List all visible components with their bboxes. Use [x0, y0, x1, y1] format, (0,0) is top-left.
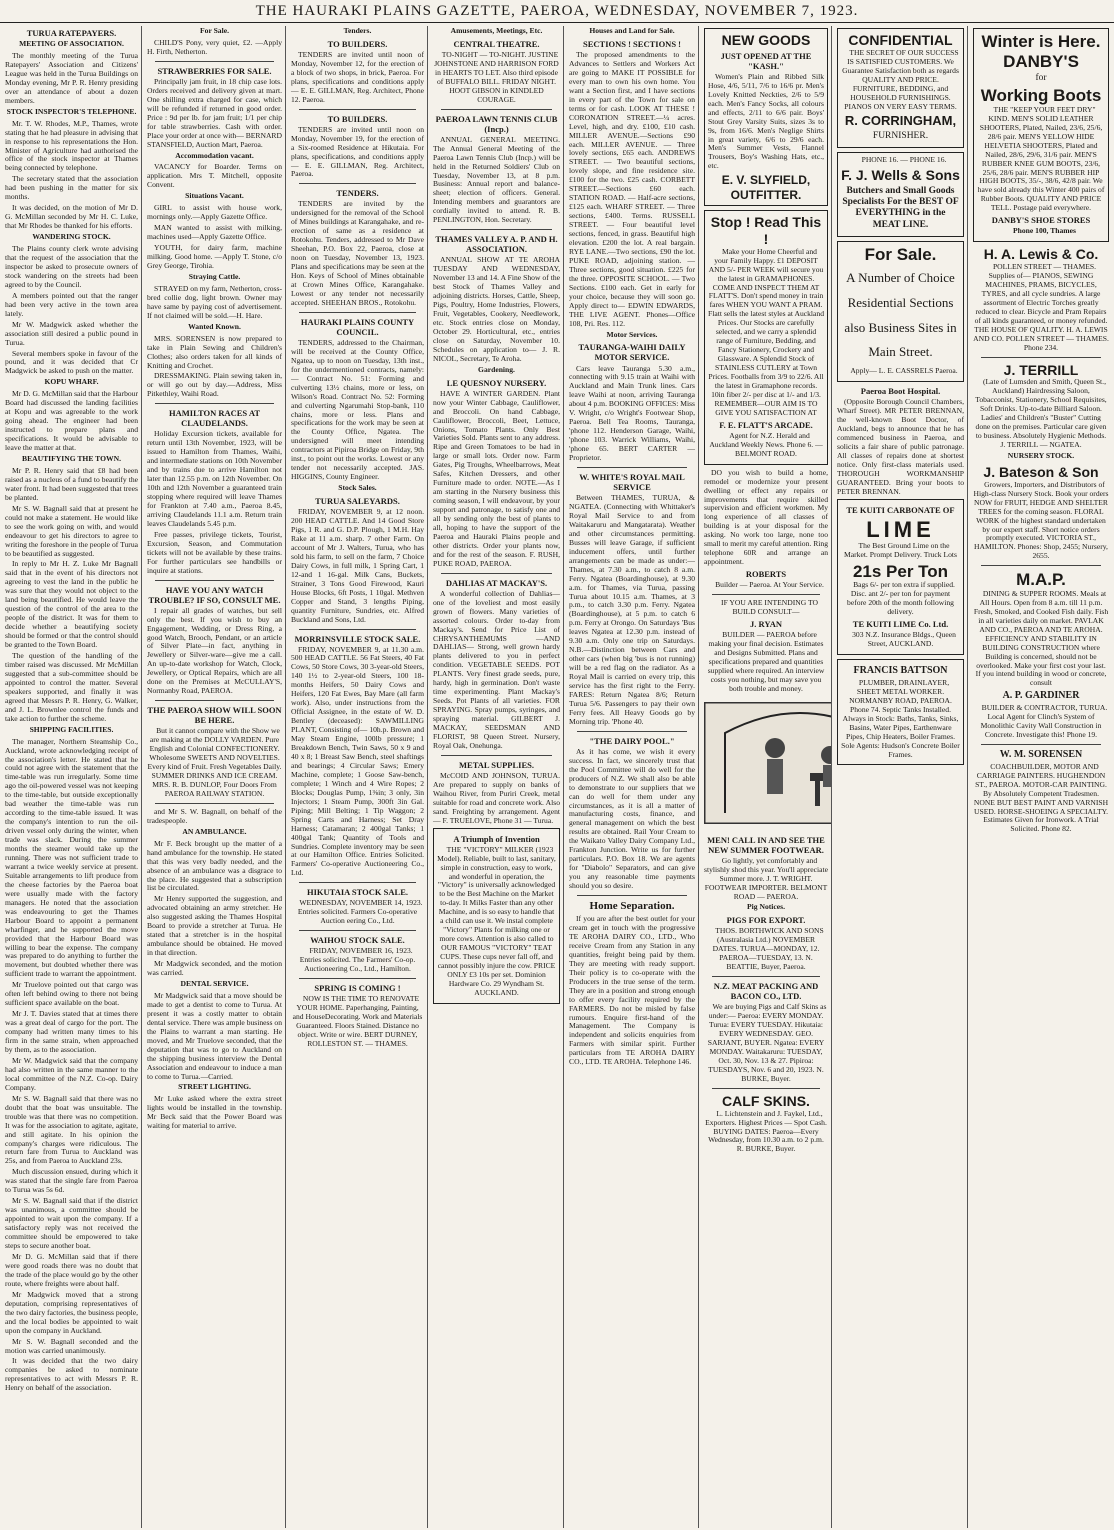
ad-subhead: FURNISHER. [872, 131, 929, 142]
tender-notice: TENDERS are invited until noon of Monday, November 12, for the erection of a block of two shops, in brick, Paeroa. For plans, specifications and conditions apply— E. E. GILLMAN, Reg. Architect, Phone 12. Paeroa. [291, 49, 424, 104]
article-title: TURUA RATEPAYERS. [26, 28, 117, 38]
ad-headline: R. CORRINGHAM, [844, 113, 957, 129]
divider [441, 573, 552, 574]
ad-title: SPRING IS COMING ! [314, 983, 401, 994]
classified-ad: DO you wish to build a home, remodel or modernize your present dwelling or effect any repairs or improvements that require skilled supervision and efficient workmen. My long experience of all classes of building is at your disposal for the asking. No work too large, none too small to merit my careful attention. Ring telephone 60R and arrange an appointment. [704, 467, 828, 567]
divider [981, 565, 1101, 566]
classified-header: Amusements, Meetings, Etc. [450, 26, 543, 35]
paragraph: Mr W. Madgwick said that the company had also written in the same manner to the local committee of the N.Z. Co-op. Dairy Company. [5, 1055, 138, 1092]
classified-ad: PLUMBER, DRAINLAYER, SHEET METAL WORKER. NORMANBY ROAD, PAEROA. Phone 74. Septic Tanks Installed. Always in Stock: Baths, Tanks, Sinks, Basins, Water Pipes, Earthenware Pipes, Chip Heaters, Boiler Frames. Sole Agents: Hudson's Concrete Boiler Frames. [841, 677, 960, 759]
flatt-arcade-ad [704, 210, 828, 465]
ad-title: TURUA SALEYARDS. [315, 496, 400, 507]
divider [155, 580, 274, 581]
classified-ad: McCOID AND JOHNSON, TURUA. Are prepared to supply on banks of Waihou River, from Puriri Creek, metal suitable for road and concrete work. Also sand. Freighting by arrangement. Agent— F. TRUELOVE, Phone 31 — Turua. [433, 770, 560, 825]
divider [155, 803, 274, 804]
paragraph: Mr S. W. Bagnall said that at present he could not make a statement. He would like to see the work going on with, and would endeavour to get his directors to agree to writing the foreshore in the people of Turua to be beautified as suggested. [5, 503, 138, 558]
ad-headline: Stop ! Read This ! [710, 214, 822, 247]
ad-headline: H. A. Lewis & Co. [983, 246, 1099, 263]
classified-ad: Principally jam fruit, in 18 chip case lots. Orders received and delivery given at mart. One shilling extra charged for case, which will be refunded if returned in good order. Price : 9d per lb. for jam fruit; 1/1 per chip for table strawberries. Cash with order. Place your order at once with— BERNARD STANSFIELD, Auction Mart, Paeroa. [147, 76, 282, 149]
column-4 [430, 26, 564, 1528]
classified-ad: Builder — Paeroa. At Your Service. [715, 580, 824, 590]
stock-sale: FRIDAY, NOVEMBER 16, 1923. Entries solicited. The Farmers' Co-op. Auctioneering Co., Ltd., Hamilton. [299, 946, 416, 974]
divider [577, 895, 687, 896]
ad-title: LE QUESNOY NURSERY. [446, 377, 547, 388]
article-subhead: MEETING OF ASSOCIATION. [19, 39, 124, 49]
divider [155, 700, 274, 701]
ad-title: TE KUITI CARBONATE OF [846, 504, 955, 515]
new-goods-ad [704, 28, 828, 206]
classified-ad: THOS. BORTHWICK AND SONS (Australasia Ltd.) NOVEMBER DATES. TURUA—MONDAY, 12. PAEROA—TUESDAY, 13. N. BEATTIE, Buyer, Paeroa. [712, 926, 824, 972]
classified-ad: Cars leave Tauranga 5.30 a.m., connecting with 9.15 train at Waihi with Auckland and Main Trunk lines. Cars leave Waihi at noon, arriving Tauranga about 4 p.m. BOOKING OFFICES: Miss V. Wright, c/o Wright's Footwear Shop, Paeroa. Bell Tea Rooms, Tauranga, 'phone 112. Henderson Garage, Waihi, 'phone 103. Warrick Williams, Waihi, 'phone 65. BERT CARTER — Proprietor. [569, 363, 695, 463]
classified-ad: POLLEN STREET — THAMES. Supplies of— PIANOS, SEWING MACHINES, PRAMS, BICYCLES, TYRES, and all cycle sundries. A large assortment of Electric Torches greatly reduced to clear. Bicycle and Pram Repairs of all kinds guaranteed, or money refunded. THE HOUSE OF QUALITY. H. A. LEWIS AND CO. POLLEN STREET — THAMES. Phone 234. [973, 262, 1109, 352]
ad-title: MORRINSVILLE STOCK SALE. [294, 633, 421, 644]
paragraph: Mr Madgwick said that a move should be made to get a dentist to come to Turua. At present it was a costly matter to obtain dental service. There was ample business on the Plains to warrant a man starting. He moved, and Mr Truelove seconded, that the deputation that was to go to Auckland on the shipping business interview the Dental Association and endeavour to induce a man to come to Turua.—Carried. [147, 990, 282, 1081]
paragraph: Mr Madgwick seconded, and the motion was carried. [147, 959, 282, 978]
classified-header: Pig Notices. [747, 902, 785, 912]
footwear-illustration [704, 702, 832, 824]
tender-notice: TENDERS are invited by the undersigned for the removal of the School of Mines buildings at Karangahake, and re-erection of same as a residence at Rotokohu. Tenders, addressed to Mr Dave Sheehan, P.O. Box 22, Paeroa, close at noon on Tuesday, November 13, 1923. Plans and specifications may be seen at the Hon. Keys of School of Mines obtainable at Crown Mines Office, Karangahake. Lowest or any tender not necessarily accepted. SHEEHAN BROS., Rotokohu. [291, 199, 424, 307]
tender-notice: TENDERS, addressed to the Chairman, will be received at the County Office, Ngatea, up to noon on Tuesday, 13th inst., for the undermentioned contracts, namely:— Contract No. 51: Forming and culverting 13½ chains, more or less, on Wilson's Road. Contract No. 52: Forming and culverting Ngarumahi Stop-bank, 110 chains, more or less. Plans and specifications for the work may be seen at the County Office, Ngatea. The undersigned will meet intending contractors at Pipiroa Bridge on Friday, 9th inst., to point out the works. Lowest or any tender not necessarily accepted. JAS. HIGGINS, County Engineer. [291, 337, 424, 482]
paragraph: Mr S. W. Bagnall seconded and the motion was carried unanimously. [5, 1336, 138, 1355]
classified-ad: A wonderful collection of Dahlias—one of the loveliest and most easily grown of flowers. Many varieties of assorted colours. Order to-day from Mackay's. Send for Price List of CHRYSANTHEMUMS —AND DAHLIAS— Strong, well grown hardy plants delivered to you in perfect condition. VEGETABLE SEEDS. POT PLANTS. Very finest grade seeds, pure, hardy, high in germination. Don't waste time experimenting. Plant Mackay's Seeds. Pot Plants of all varieties. FOR SPRAYING. Spray pumps, syringes, and spraying material. GILBERT J. MACKAY, SEEDSMAN AND FLORIST, 98 Queen Street. Nursery, Royal Oak, Onehunga. [433, 588, 560, 750]
ad-title: WAIHOU STOCK SALE. [310, 935, 405, 946]
column-5 [566, 26, 699, 1528]
divider [299, 109, 416, 110]
section-head: WANDERING STOCK. [32, 232, 111, 242]
divider [299, 629, 416, 630]
paragraph: Several members spoke in favour of the pound, and it was decided that Cr Madgwick be asked to push on the matter. [5, 348, 138, 376]
column-8 [970, 26, 1112, 1528]
stock-sale: FRIDAY, NOVEMBER 9, at 12 noon. 200 HEAD CATTLE. And 14 Good Store Pigs, 1 R. and G. D.P. Plough, 1 M.H. Hay Rake at 11 a.m. sharp. 7 other Farm. On account of Mr J. Walters, Turua, who has sold his farm, to sell on the farm, 7 Choice Dairy Cows, in full milk, 1 Spring Cart, 1 12-and 1 16-gal. Milk Cans, Buckets, Strainer, 3 Tons Good Firewood, Kauri House Blocks, 6ft Posts, 1 10gal. Methven Copper and Stand, 3 lengths Piping, quantity Furniture, Sundries, etc. Alfred Buckland and Sons, Ltd. [291, 507, 424, 624]
classified-header: Stock Sales. [338, 483, 377, 493]
ad-title: HAVE YOU ANY WATCH TROUBLE? IF SO, CONSULT ME. [148, 584, 281, 605]
divider [299, 312, 416, 313]
classified-ad: L. Lichtenstein and J. Faykel, Ltd., Exporters. Highest Prices — Spot Cash. BUYING DATES: Paeroa—Every Wednesday, from 10.30 a.m. to 2 p.m. R. BURKE, Buyer. [705, 1108, 827, 1154]
paragraph: and Mr S. W. Bagnall, on behalf of the tradespeople. [147, 806, 282, 825]
ad-title: HAMILTON RACES AT CLAUDELANDS. [168, 408, 260, 429]
divider [299, 183, 416, 184]
classified-ad: Make your Home Cheerful and your Family Happy. £1 DEPOSIT AND 5/- PER WEEK will secure you the latest in GRAMAPHONES. COME AND INSPECT THEM AT FLATT'S. Don't spend money in train fares WHEN YOU WANT A PRAM. Flatt sells the latest styles at Auckland Prices. Our Stocks are carefully selected, and we carry a splendid range of Furniture, Bedding, and Fancy Stationery, Crockery and Glassware. A Splendid Stock of STAINLESS CUTLERY at Town Prices. Footballs from 3/9 to 22/6. All the latest in Gramaphone records. 10in fiber 2/- per disc at 1/- and 1/3. REMEMBER—OUR AIM IS TO GIVE YOU SATISFACTION AT [708, 246, 824, 417]
classified-ad: Bags 6/- per ton extra if supplied. Disc. ant 2/- per ton for payment before 20th of the month following delivery. [847, 580, 955, 617]
classified-header: Tenders. [343, 26, 372, 35]
masthead: THE HAURAKI PLAINS GAZETTE, PAEROA, WEDNESDAY, NOVEMBER 7, 1923. [0, 0, 1114, 23]
ad-headline: J. Bateson & Son [983, 463, 1099, 480]
classified-ad: We are buying Pigs and Calf Skins as under:— Paeroa: EVERY MONDAY. Turua: EVERY TUESDAY. Hikutaia: EVERY WEDNESDAY. GEO. SARJANT, BUYER. Ngatea: EVERY MONDAY. Waitakaruru: TUESDAY, Oct. 30, Nov. 13 & 27. Pipiroa: TUESDAYS, Nov. 6 and 20, 1923. N. BURKE, Buyer. [707, 1002, 827, 1083]
classified-header: Houses and Land for Sale. [589, 26, 675, 35]
ad-title: F. E. FLATT'S ARCADE. [719, 419, 813, 430]
classified-ad: Phone 100, Thames [1013, 226, 1076, 236]
ad-headline: F. J. Wells & Sons [841, 167, 960, 184]
ad-headline: 21s Per Ton [852, 561, 949, 581]
ad-headline: LIME [866, 516, 935, 542]
paragraph: It was decided that the two dairy companies be asked to nominate representatives to act with Messrs P. R. Henry on behalf of the association. [5, 1356, 138, 1393]
ad-headline: CALF SKINS. [722, 1092, 810, 1109]
column-6 [701, 26, 832, 1528]
classified-ad: BUILDER & CONTRACTOR, TURUA. Local Agent for Clinch's System of Monolithic Cavity Wall Construction in Concrete. Investigate this! Phone 19. [980, 703, 1108, 740]
classified-ad: THE "VICTORY" MILKER (1923 Model). Reliable, built to last, sanitary, simple in construction, easy to work, and wonderful in operation, the "Victory" is universally acknowledged to be the Best Machine on the Market to-day. It Milks Faster than any other Machine, and is so easy to handle that a child can use it. We instal complete "Victory" Plants for milking one or more cows. Attention is also called to OUR FAMOUS "VICTORY" TEAT CUPS. These cups never fall off, and cannot possibly injure the cow. PRICE ONLY £3 10s per set. Dominion Hardware Co. 29 Wyndham St. AUCKLAND. [437, 844, 556, 997]
divider [299, 978, 416, 979]
classified-ad: GIRL to assist with house work, mornings only.—Apply Gazette Office. [147, 203, 282, 222]
classified-ad: If you are after the best outlet for your cream get in touch with the progressive TE AROHA DAIRY CO., LTD., Who receive Cream from any Station in any quantities, freight being paid by them. They are meeting with ready support. Their policy is to co-operate with the Producers in the true sense of the term. They are in a position and strong enough to offer every facility required by the FARMERS. Do not be misled by false rumours. Enquire first-hand of the Management. The Company is independent and solicits enquiries from Farmers with similar spirit. Further particulars from TE AROHA DAIRY CO., LTD. TE AROHA. Telephone 146. [569, 914, 695, 1067]
classified-header: For Sale. [200, 26, 229, 35]
classified-header: Accommodation vacant. [175, 150, 254, 160]
ad-title: "THE DAIRY POOL." [589, 735, 675, 746]
classified-ad: But it cannot compare with the Show we are making at the DOLLY VARDEN. Pure English and Colonial CONFECTIONERY. Wholesome SWEETS AND NOVELTIES. Every kind of Fruit. Fresh Vegetables Daily. SUMMER DRINKS AND ICE CREAM. MRS. R. B. DUNLOP, Four Doors From PAEROA RAILWAY STATION. [147, 726, 282, 798]
divider [981, 744, 1101, 745]
divider [441, 109, 552, 110]
classified-ad: ANNUAL GENERAL MEETING. The Annual General Meeting of the Paeroa Lawn Tennis Club (Incp.) will be held in the Returned Soldiers' Club on Tuesday, November 13, at 8 p.m. Business: Annual report and balance-sheet; election of officers. General. Intending members and guarantors are cordially invited to attend. R. B. PENLINGTON, Hon. Secretary. [433, 134, 560, 225]
classified-ad: Free passes, privilege tickets, Tourist, Excursion, Season, and Commutation tickets will not be available by these trains. For further particulars see handbills or inquire at stations. [147, 529, 282, 575]
paragraph: Mr F. Beck brought up the matter of a hand ambulance for the township. He stated that this was very badly needed, and the absence of an ambulance was a disgrace to the place. He suggested that a subscription list be circulated. [147, 838, 282, 893]
ad-title: Home Separation. [589, 900, 675, 913]
column-2 [144, 26, 286, 1528]
divider [155, 403, 274, 404]
ad-headline: CONFIDENTIAL [848, 32, 953, 48]
divider [712, 594, 820, 595]
ad-title: MEN! CALL IN AND SEE THE NEW SUMMER FOOTWEAR. [707, 834, 825, 855]
paragraph: The manager, Northern Steamship Co., Auckland, wrote acknowledging receipt of the association's letter. He stated that he could not agree with the statement that the time-table was run irregularly. Some time ago the oil-powered vessel was not keeping to the time-table, but outside exceptionally bad weather the time-table was run according to the time-table issued. It was the company's intention to run the oil-driven vessel only during the winter, when trade was slack. During the summer months the steamer would take up the running. There was not sufficient trade to warrant a twice weekly service at present. Suitable arrangements to lift produce from the cheese factories by the Paeroa boat were usually made with the factory managers. He noted that the association was endeavouring to get the Thames Harbour Board to appoint a permanent wharfinger, and he supported the move provided that the Harbour Board was willing to bear the expense. The company was prepared to do anything to further the movement, but doubted whether there was sufficient trade to warrant the appointment. [5, 736, 138, 979]
ad-title: PAEROA LAWN TENNIS CLUB (Incp.) [435, 113, 558, 134]
classified-ad: (Opposite Borough Council Chambers, Wharf Street). MR PETER BRENNAN, the well-known Boot Doctor, of Auckland, begs to announce that he has commenced business in Paeroa, and solicits a fair share of public patronage. All classes of repairs done at shortest notice. Only first-class materials used. THOROUGH WORKMANSHIP GUARANTEED. Bring your boots to PETER BRENNAN. [837, 397, 964, 496]
classified-ad: THE "KEEP YOUR FEET DRY" KIND. MEN'S SOLID LEATHER SHOOTERS, Plated, Nailed, 23/6, 25/6, 28/6 pair. MEN'S YELLOW HIDE HELVETIA SHOOTERS, Plated and Nailed, 28/6, 29/6, 31/6 pair. MEN'S RUBBER KNEE GUM BOOTS, 23/6, 25/6, 28/6 pair. MEN'S RUBBER HIP HIGH BOOTS, 35/-, 38/6, 42/8 pair. We have sold already this Winter 400 pairs of Rubber Boots. QUALITY AND PRICE TELL. Postage paid everywhere. [977, 104, 1105, 213]
ad-headline: J. TERRILL [1003, 361, 1079, 378]
ad-title: SECTIONS ! SECTIONS ! [582, 38, 681, 49]
ad-title: THE PAEROA SHOW WILL SOON BE HERE. [147, 705, 282, 726]
column-1 [2, 26, 142, 1528]
classified-header: Motor Services. [606, 329, 658, 339]
classified-header: Straying Cattle. [188, 271, 241, 281]
ad-title: A Triumph of Invention [453, 833, 540, 844]
ad-title: N.Z. MEAT PACKING AND BACON CO., LTD. [713, 981, 819, 1002]
classified-ad: Go lightly, yet comfortably and stylishly shod this year. You'll appreciate Summer more. J. T. WRIGHT. FOOTWEAR IMPORTER. BELMONT ROAD — PAEROA. [704, 855, 828, 901]
paragraph: Much discussion ensued, during which it was stated that the single fare from Paeroa to Turua was 5s 6d. [5, 1167, 138, 1195]
classified-ad: COACHBUILDER, MOTOR AND CARRIAGE PAINTERS. HUGHENDON ST., PAEROA. MOTOR-CAR PAINTING. By Absolutely Competent Tradesmen. NONE BUT BEST PAINT AND VARNISH USED. HORSE-SHOEING A SPECIALTY. Estimates Given for Ironwork. A Trial Solicited. Phone 82. [973, 761, 1109, 834]
classified-ad: As it has come, we wish it every success. In fact, we sincerely trust that the Pool Committee will do well for the producers of N.Z. We shall also be able to demonstrate to our suppliers that we can do well for them under any circumstances, as it is all a matter of manufacturing costs, finance, and general management on which the best results are obtained. Rail Your Cream to the Waikato Valley Dairy Company Ltd., Frankton Junction. Write us for further particulars. P.O. Box 18. We are agents for "Diabolo" Separators, and can give you any reasonable time payments should you so desire. [569, 746, 695, 891]
battson-plumber-ad [837, 659, 964, 765]
section-head: BEAUTIFYING THE TOWN. [22, 454, 121, 463]
victory-milker-ad [433, 828, 560, 1004]
classified-ad: DRESSMAKING. Plain sewing taken in, or will go out by day.—Address, Miss Pitkethley, Waihi Road. [147, 371, 282, 399]
ad-headline: Winter is Here. [981, 32, 1101, 51]
paragraph: Mr J. T. Davies stated that at times there was a great deal of cargo for the port. The company had written many times to his firm in the same strain, when approached by them, as to the association. [5, 1009, 138, 1054]
classified-ad: The proposed amendments to the Advances to Settlers and Workers Act are going to MAKE IT POSSIBLE for every man to own his own home. You want a Section first, and I have sections in every part of the Town for sale on terms or for cash. LOOK AT THESE ! CORONATION STREET.—¼ acres. Level, high, and dry. £100, £10 cash. MILLER AVENUE.—Sections £90 each. MILLER AVENUE. — Three lovely sections, £65 each. ANDREWS STREET. — Two beautiful sections, lovely slope, and fine residence site. £100 for the two. £25 cash. CORBETT STREET.—Sections £60 each. STATION ROAD. — Half-acre sections, £125 each. WHARF STREET. — Three sections, £400. Terms. RUSSELL STREET. — Four beautiful level sections, fenced, in grass. Beautiful high elevation. £200 the lot. A real bargain. RYE LANE.—Two sections, £90 the lot. PUKE ROAD, adjoining station. —Three sections, good situation. £225 for the three. OPPOSITE SCHOOL. — Two Sections. £100 each. Get in early for your choice, because they will soon go. Apply direct to— EDWIN EDWARDS, THE LIVE AGENT. Phones—Office 108, Pri. Res. 112. [569, 49, 695, 328]
paragraph: Mr Henry supported the suggestion, and advocated obtaining an army stretcher. He also suggested asking the Thames Hospital Board to provide a stretcher at Turua. He stated that a stretcher is in the hospital ambulance should be obtained. He moved in that direction. [147, 894, 282, 958]
paragraph: Mr Madgwick moved that a strong deputation, comprising representatives of the two dairy factories, the business people, and the local bodies be appointed to wait upon the company in Auckland. [5, 1289, 138, 1335]
ad-title: CENTRAL THEATRE. [453, 38, 540, 49]
classified-ad: TO-NIGHT — TO-NIGHT. JUSTINE JOHNSTONE AND HARRISON FORD in HEARTS TO LET. Also third episode of BUFFALO BILL. FRIDAY NIGHT. HOOT GIBSON in KINDLED COURAGE. [434, 49, 559, 104]
ad-title: PIGS FOR EXPORT. [726, 915, 806, 926]
section-head: AN AMBULANCE. [182, 826, 247, 836]
column-7 [834, 26, 968, 1528]
section-head: STREET LIGHTING. [178, 1082, 251, 1092]
classified-ad: The Best Ground Lime on the Market. Prompt Delivery. Truck Lots [844, 540, 957, 559]
ad-title: TO BUILDERS. [327, 38, 388, 49]
classified-ad: BUILDER — PAEROA before making your final decision. Estimates and Designs Submitted. Plans and specifications prepared and quantities supplied where required. An interview costs you nothing, but may save you both trouble and money. [707, 630, 825, 693]
ad-title: W. WHITE'S ROYAL MAIL SERVICE [579, 471, 685, 492]
ad-title: HIKUTAIA STOCK SALE. [306, 887, 408, 898]
paragraph: Mr Truelove pointed out that cargo was often left behind owing to there not being sufficient space available on the boat. [5, 980, 138, 1008]
ad-title: Paeroa Boot Hospital. [860, 386, 941, 397]
ad-title: DAHLIAS AT MACKAY'S. [445, 577, 548, 588]
divider [299, 930, 416, 931]
classified-ad: Growers, Importers, and Distributors of High-class Nursery Stock. Book your orders NOW for FRUIT, HEDGE AND SHELTER TREES for the coming season. FLORAL WORK of the highest standard undertaken by our expert staff. Short notice orders promptly executed. VICTORIA ST., HAMILTON. Phones: Shop, 2455; Nursery, 2655. [973, 479, 1109, 561]
classified-header: Gardening. [478, 364, 515, 374]
ad-headline: Working Boots [980, 86, 1102, 106]
ad-headline: M.A.P. [1016, 570, 1066, 590]
divider [712, 1088, 820, 1089]
divider [712, 976, 820, 977]
ad-subhead: for [1035, 73, 1047, 84]
divider [577, 467, 687, 468]
classified-ad: PHONE 16. — PHONE 16. [861, 155, 947, 165]
ad-title: TAURANGA-WAIHI DAILY MOTOR SERVICE. [578, 342, 686, 363]
paragraph: Mr S. W. Bagnall said that there was no doubt that the boat was unsuitable. The trouble was that there was no competition. It was for the association to agitate, agitate, and still agitate. In his opinion the company's charges were ridiculous. The return fare from Turua to Auckland was 25s, and from Paeroa to Auckland 23s. [5, 1093, 138, 1166]
ad-headline: For Sale. [864, 244, 937, 264]
paragraph: Mr Luke asked where the extra street lights would be installed in the township. Mr Beck said that the Power Board was waiting for material to arrive. [147, 1094, 282, 1131]
paragraph: The Plains county clerk wrote advising that the request of the association that the inspector be asked to prosecute owners of stock wandering on the streets had been agreed to by the Council. [5, 244, 138, 289]
classified-ad: Holiday Excursion tickets, available for return until 13th November, 1923, will be issued to Hamilton from Thames, Waihi, and intermediate stations on 10th November and by trains due to arrive Hamilton not later than 12.55 p.m. on 12th November. On 10th and 12th November a guaranteed train stopping where required will leave Thames for Frankton at 7.40 a.m., Paeroa 8.45, arriving Claudelands 11.1 a.m. Return train leaves Claudelands 5.45 p.m. [147, 429, 282, 528]
ad-subhead: JUST OPENED AT THE "KASH." [720, 50, 812, 71]
classified-ad: Butchers and Small Goods Specialists For the BEST OF EVERYTHING in the MEAT LINE. [842, 186, 959, 230]
classified-ad: ANNUAL SHOW AT TE AROHA TUESDAY AND WEDNESDAY, November 13 and 14. A Fine Show of the best Stock of Thames Valley and adjoining districts. Horses, Cattle, Sheep, Pigs, Poultry, Home Industries, Flowers, Fruit, Vegetables, Cookery, Needlework, etc. Stock entries close on Monday, October 29. Horticultural, etc., entries close on Saturday, November 10. Schedules on application to— J. R. NICOL, Secretary, Te Aroha. [433, 255, 560, 363]
classified-ad: I repair all grades of watches, but sell only the best. If you wish to buy an Engagement, Wedding, or Dress Ring, a good Watch, Brooch, Pendant, or an article of Silver Plate—in fact, anything in Jewellery or Silver-ware—give me a call. An up-to-date workshop for Watch, Clock, Jewellery, or Optical Repairs, which are all done on the Premises at McCULLAY'S, Normanby Road, PAEROA. [147, 605, 282, 696]
paragraph: The secretary stated that the association had been pushing in the matter for six months. [5, 174, 138, 202]
classified-ad: YOUTH, for dairy farm, machine milking. Good home. —Apply T. Stone, c/o Grey George, Tirohia. [147, 243, 282, 270]
section-head: DENTAL SERVICE. [180, 978, 249, 988]
divider [299, 882, 416, 883]
classified-ad: 303 N.Z. Insurance Bldgs., Queen Street, AUCKLAND. [852, 630, 956, 649]
classified-ad: THE SECRET OF OUR SUCCESS IS SATISFIED CUSTOMERS. We Guarantee Satisfaction both as regards QUALITY AND PRICE. FURNITURE, BEDDING, and HOUSEHOLD FURNISHINGS. PIANOS ON VERY EASY TERMS. [842, 47, 959, 111]
ad-title: ROBERTS [745, 569, 787, 580]
classified-ad: CHILD'S Pony, very quiet, £2. —Apply H. Firth, Netherton. [147, 37, 282, 56]
classified-ad: Women's Plain and Ribbed Silk Hose, 4/6, 5/11, 7/6 to 16/6 pr. Men's Lovely Knitted Neckties, 2/6 to 5/9 each. Men's Fancy Socks, all colours and effects, 2/11 to 6/6 pair. Boys' Stout Grey Varsity Suits, sizes 3s to 9s, from 16/6. Men's Neglige Shirts in great variety, 6/6 to 29/6 each. Men's Summer Vests, Flannel Trousers, Boy's Washing Hats, etc., etc. [708, 71, 824, 171]
stock-sale: FRIDAY, NOVEMBER 9, at 11.30 a.m. 500 HEAD CATTLE. 56 Fat Steers, 40 Fat Cows, 50 Store Cows, 30 3-year-old Steers, 140 1½ to 2-year-old Steers, 100 18-months Heifers, 50 Dairy Cows and Heifers, 120 Fat Ewes, Bay Mare (all farm work). Also, under instructions from the Official Assignee, in the estate of W. D. Bentley (deceased): SAWMILLING PLANT, Consisting of— 10h.p. Brown and May Steam Engine, 100lb pressure; 1 Breakdown Bench, Twin Saws, 50 x 9 and 40 x 8; 1 Breast Saw Bench, steel shaftings and bearings; 4 Circular Saws; Emery Machine, complete; 1 Goose Saw-bench, complete; 1 Winch and 4 Wire Ropes; 2 Blocks; Douglas Pump, 1⅜in; 3 only, 3in Injectors; 1 Steam Pump, 300ft 3in Gal. Piping; Mill Belting; 1 Tip Waggon; 2 Spring Carts and Harness; Set Dray Harness; Catamaran; 2 400gal Tanks; 1 400gal Tank; Quantity of Tools and Sundries. Complete inventory may be seen at our Hamilton Office. Entries Solicited. Farmers' Co-operative Auctioneering Co., Ltd. [291, 644, 424, 878]
paragraph: It was decided, on the motion of Mr D. G. McMillan seconded by Mr H. C. Luke, that Mr Rhodes be thanked for his efforts. [5, 203, 138, 231]
ad-title: FRANCIS BATTSON [853, 665, 948, 677]
ad-title: STRAWBERRIES FOR SALE. [157, 65, 272, 76]
divider [155, 61, 274, 62]
classified-ad: MAN wanted to assist with milking, machines used—Apply Gazette Office. [147, 223, 282, 242]
classified-ad: Apply— L. E. CASSRELS Paeroa. [850, 366, 958, 376]
column-3 [288, 26, 428, 1528]
paragraph: Mr D. G. McMillan said that if there were good roads there was no doubt that the trade of the place would go by the other route, where freights were about half. [5, 1251, 138, 1288]
classified-header: NURSERY STOCK. [1007, 451, 1075, 460]
te-kuiti-lime-ad [837, 499, 964, 656]
sections-for-sale-ad [837, 241, 964, 382]
ad-title: TENDERS. [336, 188, 379, 199]
classified-ad: Agent for N.Z. Herald and Auckland Weekly News. Phone 6. — BELMONT ROAD. [709, 430, 823, 458]
paragraph: A members pointed out that the ranger had been very active in the town area lately. [5, 290, 138, 318]
divider [441, 755, 552, 756]
wells-butchers-ad [837, 152, 964, 237]
ad-title: A. P. GARDINER [1002, 690, 1080, 702]
tender-notice: TENDERS are invited until noon on Monday, November 19, for the erection of a Six-roomed Residence at Hikutaia. For plans, specifications, and conditions apply— E. E. GILLMAN, Reg. Architect, Paeroa. [291, 124, 424, 179]
classified-ad: Between THAMES, TURUA, & NGATEA. (Connecting with Whittaker's Royal Mail Service to and from Waitakaruru and Mangatarata). Weather and other circumstances permitting. Busses will leave Garage, if sufficient inducement offers, until further arrangements can be made as under:— Thames, at 7.30 a.m., to catch 8 a.m. Ferry. Ngatea (Boardinghouse), at 9.30 a.m. for Thames, via Turua, passing Turua about 10.15 a.m. Thames, at 3 p.m., to catch 3.30 p.m. Ferry. Ngatea (Boardinghouse), at 5 p.m. to catch 6 p.m. Ferry at Orongo. On Saturdays 'Bus leaves Ngatea at 12.30 p.m. instead of 9.30 a.m. Only one trip on Saturdays. N.B.—Distinction between Cars and other cars (when big 'bus is not running) will be a red flag on the radiator. As a Royal Mail is carried on every trip, this service has the first right to the Ferry. FARES: Return Ngatea 8/6; Return Turua 5/6. Passengers to pay their own Ferry fees. All Heavy Goods go by Morning trip. 'Phone 40. [569, 493, 695, 726]
ad-headline: DANBY'S [1003, 51, 1079, 71]
classified-ad: NOW IS THE TIME TO RENOVATE YOUR HOME. Paperhanging, Painting, and HouseDecorating. Work and Materials Guaranteed. Floors Stained. Distance no object. Write or wire. BERT DURNEY, ROLLESTON ST. — THAMES. [292, 994, 423, 1048]
ad-title: THAMES VALLEY A. P. AND H. ASSOCIATION. [435, 234, 558, 255]
paragraph: In reply to Mr H. Z. Luke Mr Bagnall said that in the event of his directors not agreeing to vest the land in the public he was sure that they would not object to the land being beautified. He would leave the question of the control of the area to the people of the district. It was for them to decide whether a beautifying society should be formed or that the control should be granted to the Town Board. [5, 559, 138, 650]
classified-header: Situations Vacant. [185, 191, 244, 201]
danbys-ad [973, 28, 1109, 242]
paragraph: Mr S. W. Bagnall said that if the district was unanimous, a committee should be appointed to wait upon the company. If a satisfactory reply was not received the committee should be empowered to take steps to secure another boat. [5, 1196, 138, 1251]
ad-title: TE KUITI LIME Co. Ltd. [852, 619, 949, 630]
ad-headline: E. V. SLYFIELD, OUTFITTER. [721, 173, 811, 202]
classified-ad: IF YOU ARE INTENDING TO BUILD CONSULT— [721, 598, 818, 617]
section-head: KOPU WHARF. [44, 377, 99, 387]
divider [577, 731, 687, 732]
ad-title: J. RYAN [750, 619, 782, 630]
divider [441, 229, 552, 230]
classified-ad: MRS. SORENSEN is now prepared to take in Plain Sewing and Children's Clothes; also orders taken for all kinds of Knitting and Crochet. [147, 333, 282, 370]
classified-ad: DINING & SUPPER ROOMS. Meals at All Hours. Open from 8 a.m. till 11 p.m. Fresh, Smoked, and Cooked Fish daily. Fish in all varieties daily on market. PAVLAK AND CO., PAEROA AND TE AROHA. EFFICIENCY AND STABILITY IN BUILDING CONSTRUCTION where Building is concerned, should not be overlooked. Make your first cost your last. If you intend building in wood or concrete, consult [973, 588, 1109, 688]
classified-ad: (Late of Lumsden and Smith, Queen St., Auckland) Hairdressing Saloon, Tobacconist, Stationery, School Requisites, Soft Drinks. Up-to-date Billiard Saloon. Ladies' and Children's "Buster" Cutting done on the premises. Particular care given to business. Absolutely Hygienic Methods. J. TERRILL — NGATEA. [975, 377, 1107, 450]
corringham-ad [837, 28, 964, 148]
paragraph: Mr D. G. McMillan said that the Harbour Board had discussed the landing facilities at Kopu and was agreeable to the work going ahead. The engineer had been instructed to prepare plans and specifications. It would be advisable to leave the matter at that. [5, 389, 138, 453]
paragraph: The monthly meeting of the Turua Ratepayers' Association and Citizens' League was held in the Turua Buildings on Monday evening, Mr P. R. Henry presiding over an attendance of about a dozen members. [5, 50, 138, 105]
ad-title: HAURAKI PLAINS COUNTY COUNCIL. [300, 316, 415, 337]
ad-headline: NEW GOODS [721, 32, 811, 48]
paragraph: Mr. T. W. Rhodes, M.P., Thames, wrote stating that he had pleasure in advising that in response to his representations the Hon. Minister of Agriculture had authorised the office of the stock inspector at Thames being connected by telephone. [5, 118, 138, 173]
classified-ad: A Number of Choice Residential Sections also Business Sites in Main Street. [844, 270, 957, 360]
classified-ad: HAVE A WINTER GARDEN. Plant now your Winter Cabbage, Cauliflower, and Broccoli. On hand Cabbage, Cauliflower, Broccoli, Beet, Lettuce, Onions, Tomato Plants. Only Best Varieties Sold. Plants sent to any address. Ripe and Green Tomatoes to be had in large or small lots. Order now. Farm Gates, Pig Troughs, Wheelbarrows, Meat Safes, Kitchen Dressers, and other Furniture made to order. NOTE.—As I am starting in the Nursery business this coming season, I will endeavour, by your support and patronage, to satisfy one and all by sending only the best of plants to all, hoping to have the support of the Paeroa and Hauraki Plains people and other districts. Order your plants now, and for the rest of the season. F. RUSH, PUKE ROAD, PAEROA. [433, 388, 560, 568]
ad-title: DANBY'S SHOE STORES [991, 215, 1091, 226]
stock-sale: WEDNESDAY, NOVEMBER 14, 1923. Entries solicited. Farmers Co-operative Auction eering Co., Ltd. [297, 898, 423, 926]
ad-title: W. M. SORENSEN [999, 748, 1083, 760]
section-head: SHIPPING FACILITIES. [29, 724, 114, 734]
classified-header: Wanted Known. [188, 321, 241, 331]
paragraph: The question of the handling of the timber raised was discussed. Mr McMillan suggested that a sub-committee should be appointed to control the matter. Several speakers supported, and finally it was agreed that Messrs P. R. Henry, G. Walker, and J. L. Brownlee control the funds and take action to further the scheme. [5, 651, 138, 723]
section-head: STOCK INSPECTOR'S TELEPHONE. [6, 106, 137, 116]
classified-ad: STRAYED on my farm, Netherton, cross-bred collie dog, light brown. Owner may have same by paying cost of advertisement. If not claimed will be sold.—H. Hare. [147, 283, 282, 320]
paragraph: Mr P. R. Henry said that £8 had been raised as a nucleus of a fund to beautify the water front. It had been suggested that trees be planted. [5, 465, 138, 502]
ad-title: TO BUILDERS. [327, 113, 388, 124]
divider [981, 357, 1101, 358]
ad-title: METAL SUPPLIES. [459, 759, 534, 770]
classified-ad: VACANCY for Boarder. Terms on application. Mrs T. Mitchell, opposite Convent. [147, 162, 282, 190]
paragraph: Mr W. Madgwick asked whether the association still desired a public pound in Turua. [5, 319, 138, 347]
